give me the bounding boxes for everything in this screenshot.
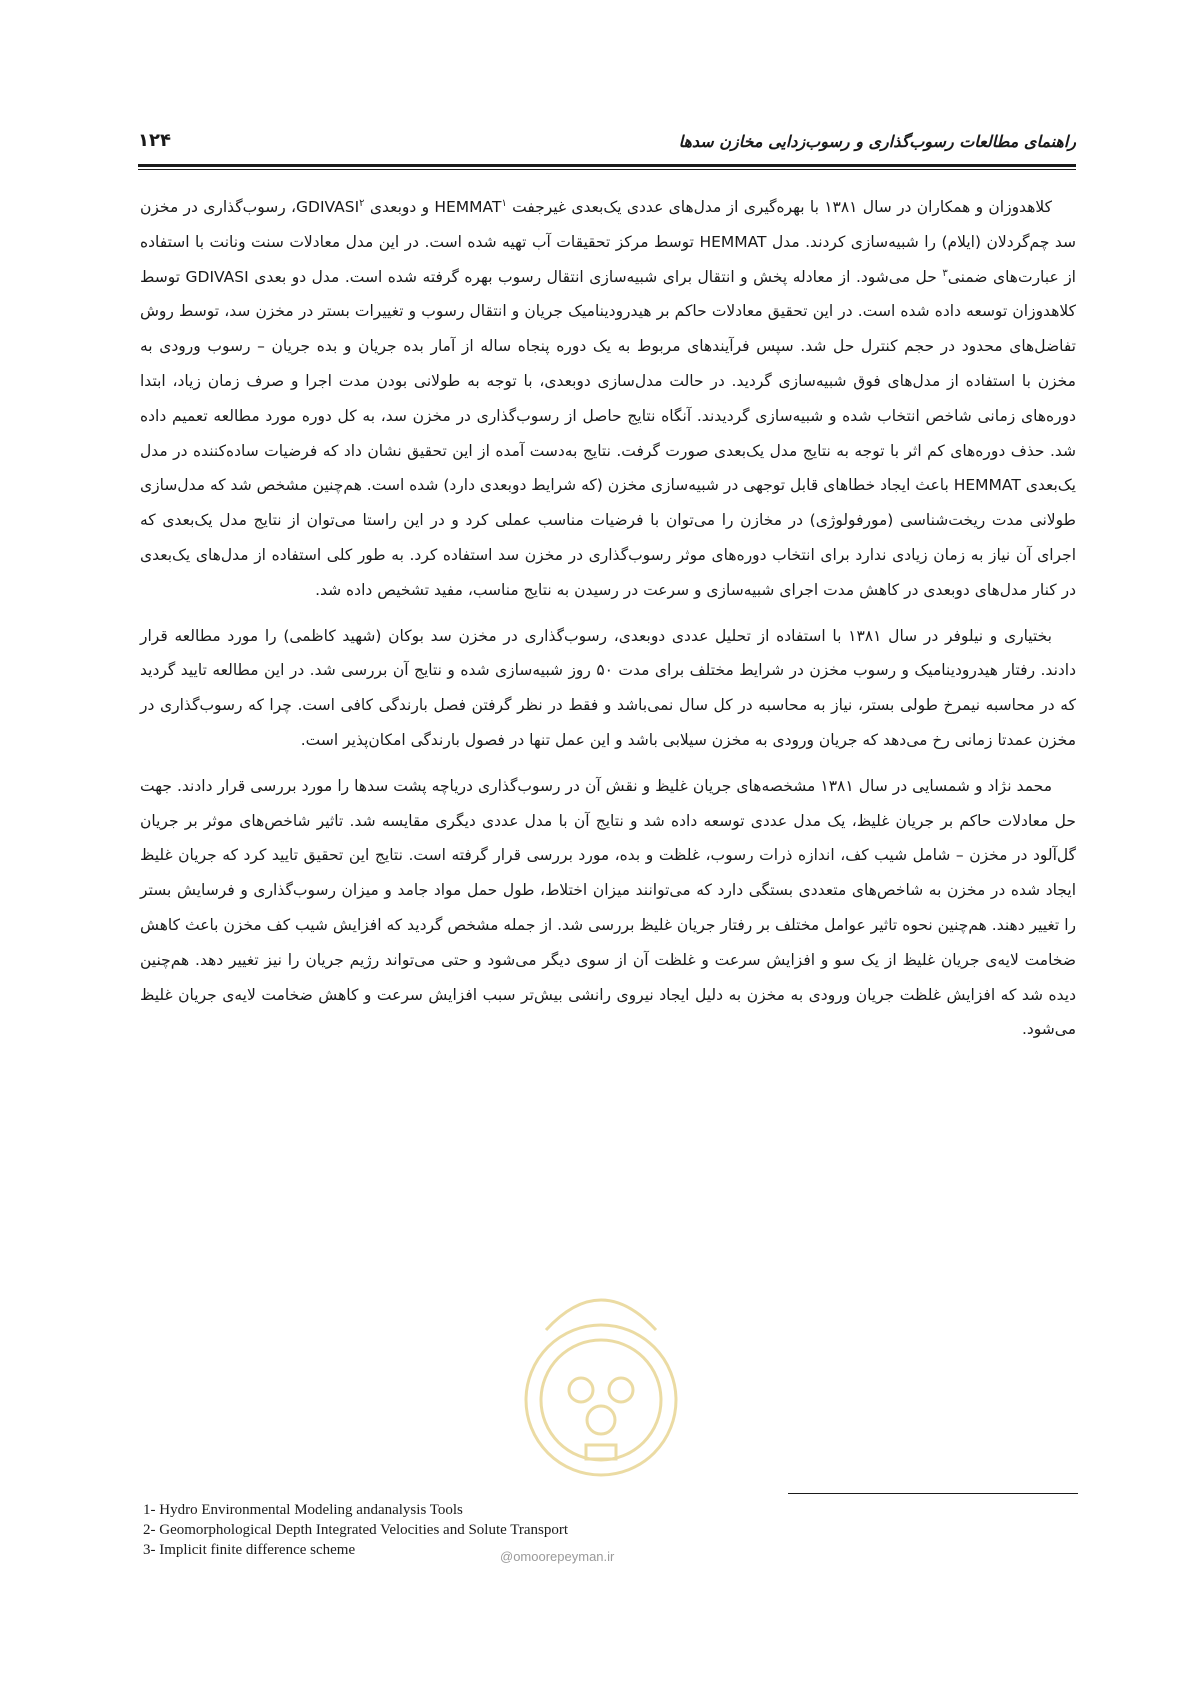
page-header — [138, 124, 1076, 168]
paragraph-1 — [140, 190, 1076, 608]
footnote-ref-1[interactable]: ۱ — [501, 197, 507, 209]
paragraph-3 — [140, 769, 1076, 1047]
page-number: ۱۲۴ — [138, 130, 171, 151]
header-rule-thick — [138, 164, 1076, 167]
footnotes — [143, 1500, 843, 1560]
footnote-ref-2[interactable]: ۲ — [359, 197, 365, 209]
paragraph-1-part-1: کلاهدوزان و همکاران در سال ۱۳۸۱ با بهره‌گیری از مدل‌های عددی یک‌بعدی غیرجفت HEMMAT — [434, 198, 1052, 216]
footnote-3: 3- Implicit finite difference scheme — [143, 1542, 356, 1558]
watermark-url: @omoorepeyman.ir — [500, 1549, 615, 1564]
body-text — [140, 190, 1076, 1058]
footnote-1: 1- Hydro Environmental Modeling andanalysis Tools — [143, 1502, 463, 1518]
watermark-logo — [486, 1260, 716, 1500]
footnote-rule — [788, 1493, 1078, 1494]
paragraph-3-text: محمد نژاد و شمسایی در سال ۱۳۸۱ مشخصه‌های جریان غلیظ و نقش آن در رسوب‌گذاری دریاچه پشت سدها را مورد بررسی قرار دادند. جهت حل معادلات حاکم بر جریان غلیظ، یک مدل عددی توسعه داده شد و نتایج آن با مدل عددی دیگری مقایسه شد. تاثیر شاخص‌های موثر بر جریان گل‌آلود در مخزن – شامل شیب کف، اندازه ذرات رسوب، غلظت و بده، مورد بررسی قرار گرفته است. نتایج این تحقیق تایید کرد که جریان غلیظ ایجاد شده در مخزن به شاخص‌های متعددی بستگی دارد که می‌توانند میزان اختلاط، طول حمل مواد جامد و میزان رسوب‌گذاری و فرسایش بستر را تغییر دهند. هم‌چنین نحوه تاثیر عوامل مختلف بر رفتار جریان غلیظ بررسی شد. از جمله مشخص گردید که افزایش شیب کف مخزن باعث کاهش ضخامت لایه‌ی جریان غلیظ از یک سو و افزایش سرعت و غلظت آن از سوی دیگر می‌شود و حتی می‌تواند رژیم جریان را نیز تغییر دهد. هم‌چنین دیده شد که افزایش غلظت جریان ورودی به مخزن به دلیل ایجاد نیروی رانشی بیش‌تر سبب افزایش سرعت و کاهش ضخامت لایه‌ی جریان غلیظ می‌شود. — [140, 776, 1076, 1039]
running-title: راهنمای مطالعات رسوب‌گذاری و رسوب‌زدایی مخازن سدها — [678, 132, 1076, 151]
paragraph-2 — [140, 619, 1076, 758]
paragraph-1-part-3: ، رسوب‌گذاری در مخزن سد چم‌گردلان (ایلام) را شبیه‌سازی کردند. مدل HEMMAT توسط مرکز تحقیقات آب تهیه شده است. در این مدل معادلات سنت ونانت با استفاده از عبارت‌های ضمنی — [140, 198, 1076, 286]
paragraph-2-text: بختیاری و نیلوفر در سال ۱۳۸۱ با استفاده از تحلیل عددی دوبعدی، رسوب‌گذاری در مخزن سد بوکان (شهید کاظمی) را مورد مطالعه قرار دادند. رفتار هیدرودینامیک و رسوب مخزن در شرایط مختلف برای مدت ۵۰ روز شبیه‌سازی شده و نتایج آن بررسی شد. در این مطالعه تایید گردید که در محاسبه نیمرخ طولی بستر، نیاز به محاسبه در کل سال نمی‌باشد و فقط در نظر گرفتن فصل بارندگی کافی است. چرا که رسوب‌گذاری در مخزن عمدتا زمانی رخ می‌دهد که جریان ورودی به مخزن سیلابی باشد و این عمل تنها در فصول بارندگی امکان‌پذیر است. — [140, 626, 1076, 749]
paragraph-1-part-4: حل می‌شود. از معادله پخش و انتقال برای شبیه‌سازی انتقال رسوب بهره گرفته شده است. مدل دو بعدی GDIVASI توسط کلاهدوزان توسعه داده شده است. در این تحقیق معادلات حاکم بر هیدرودینامیک جریان و انتقال رسوب و تغییرات بستر در مخزن سد، توسط روش تفاضل‌های محدود در حجم کنترل حل شد. سپس فرآیندهای مربوط به یک دوره پنجاه ساله از آمار بده جریان و بده جریان – رسوب ورودی به مخزن با استفاده از مدل‌های فوق شبیه‌سازی گردید. در حالت مدل‌سازی دوبعدی، با توجه به طولانی بودن مدت اجرا و صرف زمان زیاد، ابتدا دوره‌های زمانی شاخص انتخاب شده و شبیه‌سازی گردیدند. آنگاه نتایج حاصل از رسوب‌گذاری در مخزن سد، به کل دوره مورد مطالعه تعمیم داده شد. حذف دوره‌های کم اثر با توجه به نتایج مدل یک‌بعدی صورت گرفت. نتایج به‌دست آمده از این تحقیق نشان داد که فرضیات ساده‌کننده در مدل یک‌بعدی HEMMAT باعث ایجاد خطاهای قابل توجهی در شبیه‌سازی مخزن (که شرایط دوبعدی دارد) شده است. هم‌چنین مشخص شد که مدل‌سازی طولانی مدت ریخت‌شناسی (مورفولوژی) در مخازن را می‌توان با فرضیات مناسب عملی کرد و در این راستا می‌توان از نتایج مدل یک‌بعدی که اجرای آن نیاز به زمان زیادی ندارد برای انتخاب دوره‌های موثر رسوب‌گذاری در مخزن سد استفاده کرد. به طور کلی استفاده از مدل‌های یک‌بعدی در کنار مدل‌های دوبعدی در کاهش مدت اجرای شبیه‌سازی و سرعت در رسیدن به نتایج مناسب، مفید تشخیص داده شد. — [139, 267, 1076, 599]
header-rule-thin — [138, 169, 1076, 170]
paragraph-1-part-2: و دوبعدی GDIVASI — [296, 198, 435, 216]
footnote-2: 2- Geomorphological Depth Integrated Velocities and Solute Transport — [143, 1522, 569, 1538]
footnote-ref-3[interactable]: ۳ — [942, 267, 948, 279]
